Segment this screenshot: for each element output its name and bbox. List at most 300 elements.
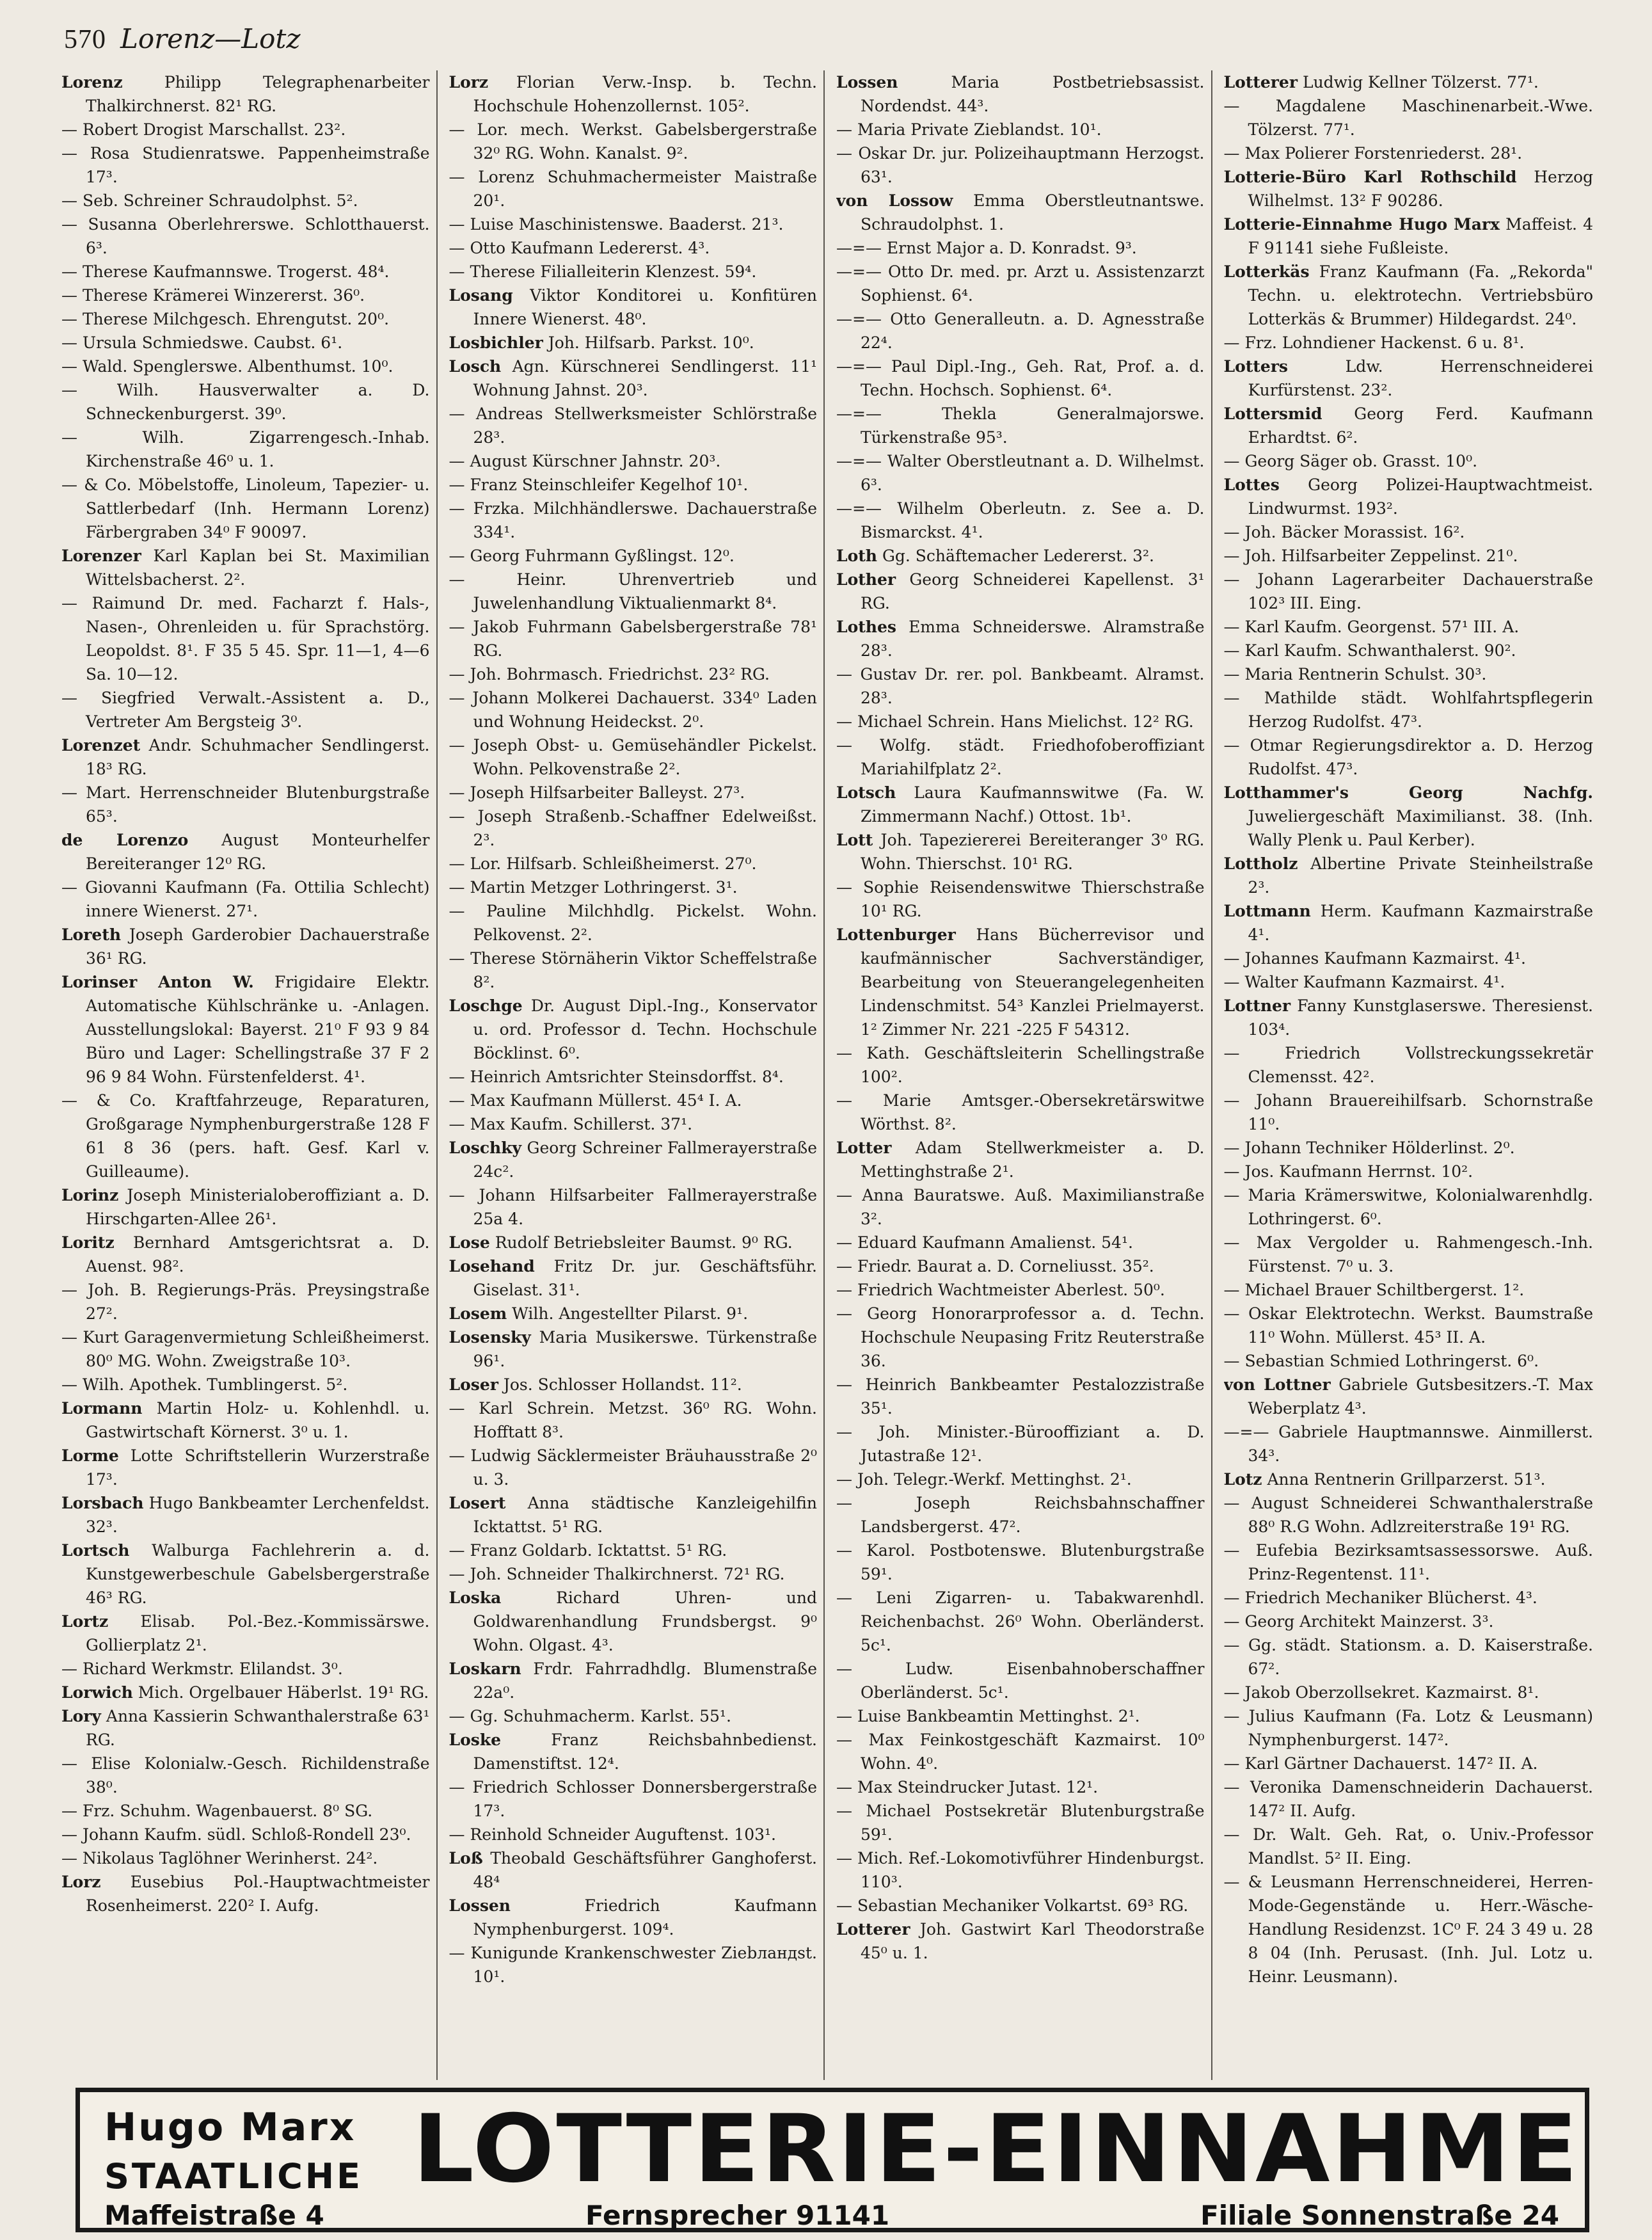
entry-name: — bbox=[61, 1802, 77, 1820]
entry-name: Lother bbox=[836, 570, 896, 589]
entry-text: Karol. Postbotenswe. Blutenburgstraße 59¹. bbox=[861, 1541, 1205, 1583]
entry-text: Maria Private Zieblandst. 10¹. bbox=[857, 120, 1102, 139]
directory-entry bbox=[1224, 94, 1594, 141]
column-3 bbox=[836, 70, 1212, 2080]
entry-name: — bbox=[449, 1068, 465, 1086]
entry-name: — bbox=[1223, 547, 1240, 565]
entry-text: Therese Kaufmannswe. Trogerst. 48⁴. bbox=[82, 262, 390, 281]
entry-text: Herm. Kaufmann Kazmairstraße 4¹. bbox=[1248, 902, 1593, 944]
entry-name: — bbox=[836, 1849, 852, 1868]
entry-text: Juweliergeschäft Maximilianst. 38. (Inh. Wally Plenk u. Paul Kerber). bbox=[1248, 807, 1593, 849]
directory-entry bbox=[1224, 402, 1594, 449]
entry-text: Viktor Konditorei u. Konfitüren Innere Wienerst. 48⁰. bbox=[473, 286, 817, 328]
entry-text: Heinr. Uhrenvertrieb und Juwelenhandlung Viktualienmarkt 8⁴. bbox=[473, 570, 817, 612]
entry-text: Johann Lagerarbeiter Dachauerstraße 102³ III. Eing. bbox=[1248, 570, 1593, 612]
directory-entry bbox=[61, 1183, 430, 1231]
directory-entry bbox=[449, 1728, 818, 1775]
entry-name: — bbox=[836, 1802, 852, 1820]
directory-entry bbox=[61, 1089, 430, 1183]
entry-text: Joh. Minister.-Bürooffiziant a. D. Jutastraße 12¹. bbox=[861, 1423, 1205, 1465]
entry-text: Wilh. Zigarrengesch.-Inhab. Kirchenstraße 46⁰ u. 1. bbox=[86, 428, 430, 470]
directory-entry bbox=[836, 1183, 1205, 1231]
entry-text: Ursula Schmiedswe. Caubst. 6¹. bbox=[82, 333, 343, 352]
ad-branch: Filiale Sonnenstraße 24 bbox=[1200, 2200, 1559, 2231]
entry-text: Michael Schrein. Hans Mielichst. 12² RG. bbox=[857, 712, 1194, 731]
entry-text: Susanna Oberlehrerswe. Schlotthauerst. 6³. bbox=[86, 215, 430, 257]
entry-name: — bbox=[1223, 452, 1240, 470]
entry-text: Kunigunde Krankenschwester Ziebландst. 10¹. bbox=[470, 1944, 817, 1986]
directory-entry bbox=[836, 1539, 1205, 1586]
entry-name: — bbox=[836, 736, 852, 755]
entry-text: Heinrich Bankbeamter Pestalozzistraße 35¹. bbox=[861, 1375, 1205, 1418]
directory-entry bbox=[61, 260, 430, 284]
directory-entry bbox=[61, 331, 430, 355]
entry-name: — bbox=[449, 1446, 465, 1465]
entry-name: Lotterie-Einnahme Hugo Marx bbox=[1223, 215, 1500, 234]
directory-entry bbox=[836, 828, 1205, 876]
entry-text: Mathilde städt. Wohlfahrtspflegerin Herzog Rudolfst. 47³. bbox=[1248, 689, 1593, 731]
directory-entry bbox=[1224, 662, 1594, 686]
directory-entry bbox=[1224, 355, 1594, 402]
entry-text: Joh. Hilfsarb. Parkst. 10⁰. bbox=[548, 333, 754, 352]
entry-text: Frz. Schuhm. Wagenbauerst. 8⁰ SG. bbox=[82, 1802, 373, 1820]
entry-text: Max Kaufm. Schillerst. 37¹. bbox=[470, 1115, 693, 1133]
directory-entry bbox=[1224, 615, 1594, 639]
directory-entry bbox=[61, 1610, 430, 1657]
directory-entry bbox=[61, 733, 430, 781]
directory-entry bbox=[1224, 1302, 1594, 1349]
entry-name: — bbox=[1223, 1091, 1240, 1110]
entry-text: Albertine Private Steinheilstraße 2³. bbox=[1248, 854, 1593, 897]
directory-entry bbox=[449, 804, 818, 852]
entry-text: Georg Honorarprofessor a. d. Techn. Hochschule Neupasing Fritz Reuterstraße 36. bbox=[861, 1304, 1205, 1370]
entry-name: — bbox=[1223, 1636, 1240, 1654]
entry-text: Therese Milchgesch. Ehrengutst. 20⁰. bbox=[82, 310, 390, 328]
directory-entry bbox=[61, 1704, 430, 1752]
directory-entry bbox=[1224, 1349, 1594, 1373]
entry-text: Karl Kaufm. Georgenst. 57¹ III. A. bbox=[1244, 618, 1520, 636]
directory-entry bbox=[449, 1894, 818, 1941]
directory-entry bbox=[836, 118, 1205, 141]
directory-entry bbox=[1224, 1870, 1594, 1988]
entry-text: Herzog Wilhelmst. 13² F 90286. bbox=[1248, 168, 1594, 210]
entry-text: Philipp Telegraphenarbeiter Thalkirchnerst. 82¹ RG. bbox=[86, 73, 430, 115]
directory-entry bbox=[449, 284, 818, 331]
entry-name: — bbox=[836, 144, 852, 163]
entry-name: — bbox=[836, 1281, 852, 1299]
entry-text: Mart. Herrenschneider Blutenburgstraße 65³. bbox=[86, 783, 430, 826]
entry-text: Seb. Schreiner Schraudolphst. 5². bbox=[82, 191, 358, 210]
directory-entry bbox=[61, 307, 430, 331]
entry-name: — bbox=[449, 476, 465, 494]
entry-text: Andr. Schuhmacher Sendlingerst. 18³ RG. bbox=[86, 736, 430, 778]
entry-text: Richard Werkmstr. Elilandst. 3⁰. bbox=[82, 1660, 343, 1678]
entry-name: Lorinz bbox=[61, 1186, 119, 1204]
entry-name: — bbox=[449, 262, 465, 281]
entry-name: Lossen bbox=[836, 73, 898, 92]
directory-entry bbox=[61, 1823, 430, 1846]
entry-text: Luise Bankbeamtin Mettinghst. 2¹. bbox=[857, 1707, 1140, 1725]
entry-text: Friedrich Mechaniker Blücherst. 4³. bbox=[1244, 1588, 1537, 1607]
entry-name: Loritz bbox=[61, 1233, 115, 1252]
directory-entry bbox=[449, 1302, 818, 1325]
entry-name: Lorsbach bbox=[61, 1494, 144, 1512]
directory-entry bbox=[836, 1231, 1205, 1254]
directory-entry bbox=[449, 1254, 818, 1302]
entry-name: — bbox=[61, 428, 77, 447]
entry-name: — bbox=[1223, 641, 1240, 660]
directory-entry bbox=[1224, 686, 1594, 733]
entry-name: — bbox=[61, 878, 77, 897]
entry-text: Gabriele Hauptmannswe. Ainmillerst. 34³. bbox=[1248, 1423, 1594, 1465]
entry-name: — bbox=[1223, 1162, 1240, 1181]
directory-entry bbox=[1224, 1681, 1594, 1704]
entry-name: — bbox=[1223, 618, 1240, 636]
entry-name: — bbox=[61, 215, 77, 234]
directory-entry bbox=[1224, 449, 1594, 473]
ad-phone: Fernsprecher 91141 bbox=[585, 2200, 890, 2231]
directory-entry bbox=[836, 189, 1205, 236]
directory-entry bbox=[1224, 994, 1594, 1041]
entry-text: Kurt Garagenvermietung Schleißheimerst. 80⁰ MG. Wohn. Zweigstraße 10³. bbox=[83, 1328, 430, 1370]
entry-text: Joseph Ministerialobe​roffiziant a. D. Hirschgarten-Allee 26¹. bbox=[86, 1186, 430, 1228]
directory-entry bbox=[61, 544, 430, 591]
entry-name: Lotter bbox=[836, 1139, 892, 1157]
entry-text: Martin Holz- u. Kohlenhdl. u. Gastwirtschaft Körnerst. 3⁰ u. 1. bbox=[86, 1399, 430, 1441]
entry-text: Dr. August Dipl.-Ing., Konservator u. ord. Professor d. Techn. Hochschule Böcklinst. 6⁰. bbox=[473, 996, 817, 1062]
directory-entry bbox=[449, 70, 818, 118]
entry-text: Johannes Kaufmann Kazmairst. 4¹. bbox=[1244, 949, 1526, 968]
entry-name: — bbox=[836, 1091, 852, 1110]
directory-entry bbox=[836, 1894, 1205, 1917]
entry-text: Bernhard Amtsgerichtsrat a. D. Auenst. 98². bbox=[86, 1233, 430, 1276]
entry-text: Joh. Hilfsarbeiter Zeppelinst. 21⁰. bbox=[1244, 547, 1518, 565]
directory-entry bbox=[1224, 1823, 1594, 1870]
directory-entry bbox=[449, 355, 818, 402]
directory-entry bbox=[1224, 165, 1594, 212]
directory-entry bbox=[1224, 1491, 1594, 1539]
entry-text: Eufebia Bezirksamtsassessorswe. Auß. Prinz-Regentenst. 11¹. bbox=[1248, 1541, 1593, 1583]
entry-name: Losbichler bbox=[449, 333, 543, 352]
entry-text: Marie Amtsger.-Obersekretärswitwe Wörthst. 8². bbox=[861, 1091, 1205, 1133]
entry-name: Lortsch bbox=[61, 1541, 130, 1560]
entry-name: — bbox=[1223, 1304, 1240, 1323]
directory-entry bbox=[61, 828, 430, 876]
entry-name: — bbox=[449, 1778, 465, 1796]
entry-text: Anna Bauratswe. Auß. Maximilianstraße 3². bbox=[861, 1186, 1205, 1228]
entry-text: Wolfg. städt. Friedhofoberoffiziant Mariahilfplatz 2². bbox=[861, 736, 1205, 778]
directory-entry bbox=[61, 378, 430, 426]
entry-name: — bbox=[61, 594, 77, 612]
entry-name: — bbox=[1223, 1281, 1240, 1299]
entry-text: Otto Kaufmann Ledererst. 4³. bbox=[470, 239, 710, 257]
entry-text: Oskar Dr. jur. Polizeihauptmann Herzogst. 63¹. bbox=[858, 144, 1205, 186]
entry-name: — bbox=[1223, 973, 1240, 991]
entry-name: — bbox=[1223, 1588, 1240, 1607]
entry-name: — bbox=[836, 1423, 852, 1441]
entry-name: —=— bbox=[836, 452, 882, 470]
entry-text: Georg Säger ob. Grasst. 10⁰. bbox=[1244, 452, 1478, 470]
directory-entry bbox=[1224, 1633, 1594, 1681]
entry-text: Joh. Tapeziererei Bereiteranger 3⁰ RG. Wohn. Thierschst. 10¹ RG. bbox=[861, 831, 1205, 873]
entry-name: — bbox=[449, 1115, 465, 1133]
entry-name: — bbox=[836, 1541, 852, 1560]
column-4 bbox=[1224, 70, 1600, 2080]
entry-text: Gg. städt. Stationsm. a. D. Kaiserstraße. 67². bbox=[1248, 1636, 1593, 1678]
entry-text: Franz Reichsbahnbedienst. Damenstiftst. 12⁴. bbox=[473, 1731, 818, 1773]
entry-text: Therese Störnäherin Viktor Scheffelstraße 8². bbox=[470, 949, 818, 991]
entry-text: Rosa Studienratswe. Pappenheimstraße 17³. bbox=[86, 144, 430, 186]
entry-name: — bbox=[449, 902, 465, 920]
entry-text: Adam Stellwerkmeister a. D. Mettinghstraße 2¹. bbox=[861, 1139, 1205, 1181]
directory-entry bbox=[449, 473, 818, 497]
entry-name: — bbox=[61, 1281, 77, 1299]
directory-entry bbox=[449, 1846, 818, 1894]
entry-text: August Kürschner Jahnstr. 20³. bbox=[470, 452, 721, 470]
entry-text: Friedrich Vollstreckungssekretär Clemensst. 42². bbox=[1248, 1044, 1593, 1086]
entry-text: Veronika Damenschneiderin Dachauerst. 147² II. Aufg. bbox=[1248, 1778, 1593, 1820]
entry-name: Lotterkäs bbox=[1223, 262, 1310, 281]
entry-name: —=— bbox=[1223, 1423, 1269, 1441]
entry-name: — bbox=[1223, 736, 1240, 755]
directory-entry bbox=[449, 331, 818, 355]
directory-entry bbox=[1224, 1160, 1594, 1183]
entry-text: Gabriele Gutsbesitzers.-T. Max Weberplatz 4³. bbox=[1248, 1375, 1593, 1418]
directory-entry bbox=[836, 1704, 1205, 1728]
entry-name: — bbox=[836, 1257, 852, 1276]
entry-text: Dr. Walt. Geh. Rat, o. Univ.-Professor Mandlst. 5² II. Eing. bbox=[1248, 1825, 1594, 1868]
entry-text: Joseph Garderobier Dachauerstraße 36¹ RG. bbox=[86, 925, 430, 968]
directory-entry bbox=[1224, 1041, 1594, 1089]
entry-name: Lorinser Anton W. bbox=[61, 973, 254, 991]
entry-name: Loth bbox=[836, 547, 877, 565]
directory-entry bbox=[1224, 212, 1594, 260]
directory-entry bbox=[449, 947, 818, 994]
entry-text: Elisab. Pol.-Bez.-Kommissärswe. Gollierplatz 2¹. bbox=[86, 1612, 430, 1654]
directory-entry bbox=[449, 1539, 818, 1562]
lottery-advertisement bbox=[75, 2088, 1589, 2232]
entry-text: Ernst Major a. D. Konradst. 9³. bbox=[886, 239, 1137, 257]
directory-entry bbox=[61, 1373, 430, 1396]
entry-name: — bbox=[449, 499, 465, 518]
directory-entry bbox=[61, 923, 430, 970]
entry-name: Loska bbox=[449, 1588, 502, 1607]
directory-entry bbox=[1224, 1775, 1594, 1823]
entry-name: Lotterie-Büro Karl Rothschild bbox=[1223, 168, 1517, 186]
entry-text: Eduard Kaufmann Amalienst. 54¹. bbox=[857, 1233, 1133, 1252]
directory-entry bbox=[449, 994, 818, 1065]
entry-text: Gustav Dr. rer. pol. Bankbeamt. Alramst. 28³. bbox=[860, 665, 1205, 707]
directory-entry bbox=[836, 1302, 1205, 1373]
directory-entry bbox=[449, 1562, 818, 1586]
entry-text: August Schneiderei Schwanthalerstraße 88⁰ R.G Wohn. Adlzreiterstraße 19¹ RG. bbox=[1248, 1494, 1594, 1536]
directory-entry bbox=[836, 662, 1205, 710]
entry-text: Otto Generalleutn. a. D. Agnesstraße 22⁴. bbox=[861, 310, 1205, 352]
directory-entry bbox=[61, 1278, 430, 1325]
entry-text: Frzka. Milchhändlerswe. Dachauerstraße 334¹. bbox=[473, 499, 818, 541]
entry-name: — bbox=[1223, 665, 1240, 684]
entry-name: Loß bbox=[449, 1849, 483, 1868]
entry-text: Wald. Spenglerswe. Albenthumst. 10⁰. bbox=[82, 357, 393, 376]
entry-name: —=— bbox=[836, 310, 882, 328]
directory-entry bbox=[1224, 1468, 1594, 1491]
directory-entry bbox=[836, 1775, 1205, 1799]
entry-name: — bbox=[836, 1375, 852, 1394]
ad-subtitle: STAATLICHE bbox=[104, 2156, 363, 2196]
directory-entry bbox=[61, 426, 430, 473]
directory-entry bbox=[836, 923, 1205, 1041]
entry-text: Theobald Geschäftsführer Ganghoferst. 48⁴ bbox=[473, 1849, 817, 1891]
directory-entry bbox=[61, 1539, 430, 1610]
directory-entry bbox=[61, 1681, 430, 1704]
entry-name: de Lorenzo bbox=[61, 831, 189, 849]
entry-name: — bbox=[836, 1304, 852, 1323]
entry-text: Johann Brauereihilfsarb. Schornstraße 11⁰. bbox=[1248, 1091, 1593, 1133]
entry-text: Frigidaire Elektr. Automatische Kühlschränke u. -Anlagen. Ausstellungslokal: Bayerst. 21⁰ F 93 9 84 Büro und Lager: Schellingstraße 37 F 2 96 9 84 Wohn. Fürstenfelderst. 4¹. bbox=[86, 973, 430, 1086]
entry-name: Loske bbox=[449, 1731, 502, 1749]
entry-text: Joh. Schneider Thalkirchnerst. 72¹ RG. bbox=[470, 1565, 785, 1583]
entry-name: Loschge bbox=[449, 996, 523, 1015]
entry-name: — bbox=[449, 689, 465, 707]
entry-text: Sebastian Schmied Lothringerst. 6⁰. bbox=[1244, 1352, 1539, 1370]
entry-text: Joh. Bäcker Morassist. 16². bbox=[1244, 523, 1465, 541]
entry-text: Jos. Kaufmann Herrnst. 10². bbox=[1244, 1162, 1473, 1181]
entry-text: Gg. Schuhmacherm. Karlst. 55¹. bbox=[470, 1707, 731, 1725]
directory-entry bbox=[449, 1089, 818, 1112]
entry-name: — bbox=[1223, 1139, 1240, 1157]
entry-text: Giovanni Kaufmann (Fa. Ottilia Schlecht) innere Wienerst. 27¹. bbox=[85, 878, 430, 920]
directory-entry bbox=[449, 1657, 818, 1704]
directory-entry bbox=[61, 212, 430, 260]
directory-entry bbox=[449, 1065, 818, 1089]
directory-entry bbox=[836, 1657, 1205, 1704]
entry-name: — bbox=[1223, 1044, 1240, 1062]
entry-name: — bbox=[61, 1849, 77, 1868]
directory-entry bbox=[836, 733, 1205, 781]
entry-text: Karl Schrein. Metzst. 36⁰ RG. Wohn. Hofftatt 8³. bbox=[473, 1399, 817, 1441]
entry-text: Joseph Reichsbahnschaffner Landsbergerst. 47². bbox=[861, 1494, 1205, 1536]
directory-entry bbox=[449, 212, 818, 236]
entry-text: Kath. Geschäftsleiterin Schellingstraße 100². bbox=[861, 1044, 1205, 1086]
entry-name: Losehand bbox=[449, 1257, 535, 1276]
directory-entry bbox=[449, 686, 818, 733]
entry-text: Raimund Dr. med. Facharzt f. Hals-, Nasen-, Ohrenleiden u. für Sprachstörg. Leopoldst. 8¹. F 35 5 45. Spr. 11—1, 4—6 Sa. 10—12. bbox=[86, 594, 430, 684]
entry-text: Therese Filialleiterin Klenzest. 59⁴. bbox=[470, 262, 757, 281]
entry-name: — bbox=[61, 1375, 77, 1394]
directory-entry bbox=[1224, 781, 1594, 852]
directory-entry bbox=[836, 1136, 1205, 1183]
entry-text: Lorenz Schuhmachermeister Maistraße 20¹. bbox=[473, 168, 817, 210]
entry-text: Fritz Dr. jur. Geschäftsführ. Giselast. 31¹. bbox=[473, 1257, 817, 1299]
entry-text: Heinrich Amtsrichter Steinsdorffst. 8⁴. bbox=[470, 1068, 784, 1086]
entry-name: — bbox=[449, 1399, 465, 1418]
directory-entry bbox=[449, 1231, 818, 1254]
entry-name: — bbox=[836, 1707, 852, 1725]
column-2 bbox=[449, 70, 825, 2080]
entry-text: Max Feinkostgeschäft Kazmairst. 10⁰ Wohn. 4⁰. bbox=[861, 1731, 1205, 1773]
entry-text: Wilh. Apothek. Tumblingerst. 5². bbox=[82, 1375, 348, 1394]
entry-text: Maria Krämerswitwe, Kolonialwarenhdlg. Lothringerst. 6⁰. bbox=[1248, 1186, 1593, 1228]
directory-entry bbox=[1224, 1278, 1594, 1302]
directory-entry bbox=[61, 189, 430, 212]
entry-text: Max Kaufmann Müllerst. 45⁴ I. A. bbox=[470, 1091, 742, 1110]
ad-company-name: Hugo Marx bbox=[104, 2105, 356, 2150]
directory-entry bbox=[1224, 899, 1594, 947]
directory-entry bbox=[61, 1870, 430, 1917]
directory-entry bbox=[836, 141, 1205, 189]
entry-text: Friedrich Kaufmann Nymphenburgerst. 109⁴. bbox=[473, 1896, 817, 1939]
entry-text: Möbelstoffe, Linoleum, Tapezier- u. Sattlerbedarf (Inh. Hermann Lorenz) Färbergraben 34⁰ F 90097. bbox=[86, 476, 430, 541]
entry-name: — bbox=[449, 215, 465, 234]
entry-name: Lottes bbox=[1223, 476, 1280, 494]
entry-name: Losem bbox=[449, 1304, 507, 1323]
entry-name: Lorenzet bbox=[61, 736, 141, 755]
entry-text: Leni Zigarren- u. Tabakwarenhdl. Reichenbachst. 26⁰ Wohn. Oberländerst. 5c¹. bbox=[861, 1588, 1205, 1654]
entry-text: Max Vergolder u. Rahmengesch.-Inh. Fürstenst. 7⁰ u. 3. bbox=[1248, 1233, 1594, 1276]
entry-name: — bbox=[449, 1944, 465, 1962]
entry-text: Fanny Kunstglaserswe. Theresienst. 103⁴. bbox=[1248, 996, 1593, 1039]
entry-name: Lotthammer's Georg Nachfg. bbox=[1223, 783, 1593, 802]
entry-name: Lotz bbox=[1223, 1470, 1262, 1489]
entry-name: —=— bbox=[836, 404, 882, 423]
entry-name: — bbox=[836, 712, 852, 731]
entry-name: —=— bbox=[836, 357, 882, 376]
entry-text: Rudolf Betriebsleiter Baumst. 9⁰ RG. bbox=[495, 1233, 793, 1252]
entry-name: — bbox=[1223, 570, 1240, 589]
entry-text: Hugo Bankbeamter Lerchenfeldst. 32³. bbox=[86, 1494, 430, 1536]
directory-entry bbox=[449, 1586, 818, 1657]
entry-name: — & Co. bbox=[61, 1091, 157, 1110]
directory-entry bbox=[1224, 568, 1594, 615]
entry-text: Mich. Ref.-Lokomotivführer Hindenburgst. 110³. bbox=[857, 1849, 1205, 1891]
entry-name: — bbox=[1223, 1612, 1240, 1631]
directory-entry bbox=[1224, 1610, 1594, 1633]
entry-name: — bbox=[836, 1186, 852, 1204]
entry-name: — & Leusmann bbox=[1223, 1873, 1355, 1891]
directory-entry bbox=[1224, 1373, 1594, 1420]
directory-entry bbox=[1224, 473, 1594, 520]
entry-name: Lotsch bbox=[836, 783, 896, 802]
entry-text: Gg. Schäftemacher Ledererst. 3². bbox=[882, 547, 1154, 565]
entry-text: Johann Kaufm. südl. Schloß-Rondell 23⁰. bbox=[82, 1825, 411, 1844]
entry-text: Franz Goldarb. Icktattst. 5¹ RG. bbox=[470, 1541, 727, 1560]
directory-entry bbox=[1224, 331, 1594, 355]
page-range: Lorenz—Lotz bbox=[120, 23, 301, 54]
entry-text: Lotte Schriftstellerin Wurzerstraße 17³. bbox=[86, 1446, 430, 1489]
directory-columns bbox=[61, 70, 1600, 2080]
entry-name: Lott bbox=[836, 831, 873, 849]
directory-entry bbox=[1224, 1136, 1594, 1160]
entry-text: Paul Dipl.-Ing., Geh. Rat, Prof. a. d. Techn. Hochsch. Sophienst. 6⁴. bbox=[861, 357, 1205, 399]
entry-name: — bbox=[61, 381, 77, 399]
directory-entry bbox=[449, 1704, 818, 1728]
directory-entry bbox=[61, 1752, 430, 1799]
entry-name: — bbox=[449, 239, 465, 257]
entry-name: — bbox=[449, 1091, 465, 1110]
entry-name: — bbox=[449, 807, 465, 826]
entry-text: August Monteurhelfer Bereiteranger 12⁰ RG. bbox=[86, 831, 430, 873]
entry-name: — bbox=[836, 1778, 852, 1796]
entry-text: Julius Kaufmann (Fa. Lotz & Leusmann) Nymphenburgerst. 147². bbox=[1248, 1707, 1593, 1749]
entry-text: Jos. Schlosser Hollandst. 11². bbox=[503, 1375, 742, 1394]
entry-name: Loser bbox=[449, 1375, 498, 1394]
directory-entry bbox=[449, 568, 818, 615]
entry-text: Joseph Straßenb.-Schaffner Edelweißst. 2³. bbox=[473, 807, 817, 849]
entry-text: Walter Oberstleutnant a. D. Wilhelmst. 6³. bbox=[861, 452, 1205, 494]
entry-text: Karl Kaufm. Schwanthalerst. 90². bbox=[1244, 641, 1516, 660]
directory-entry bbox=[836, 568, 1205, 615]
directory-entry bbox=[449, 260, 818, 284]
